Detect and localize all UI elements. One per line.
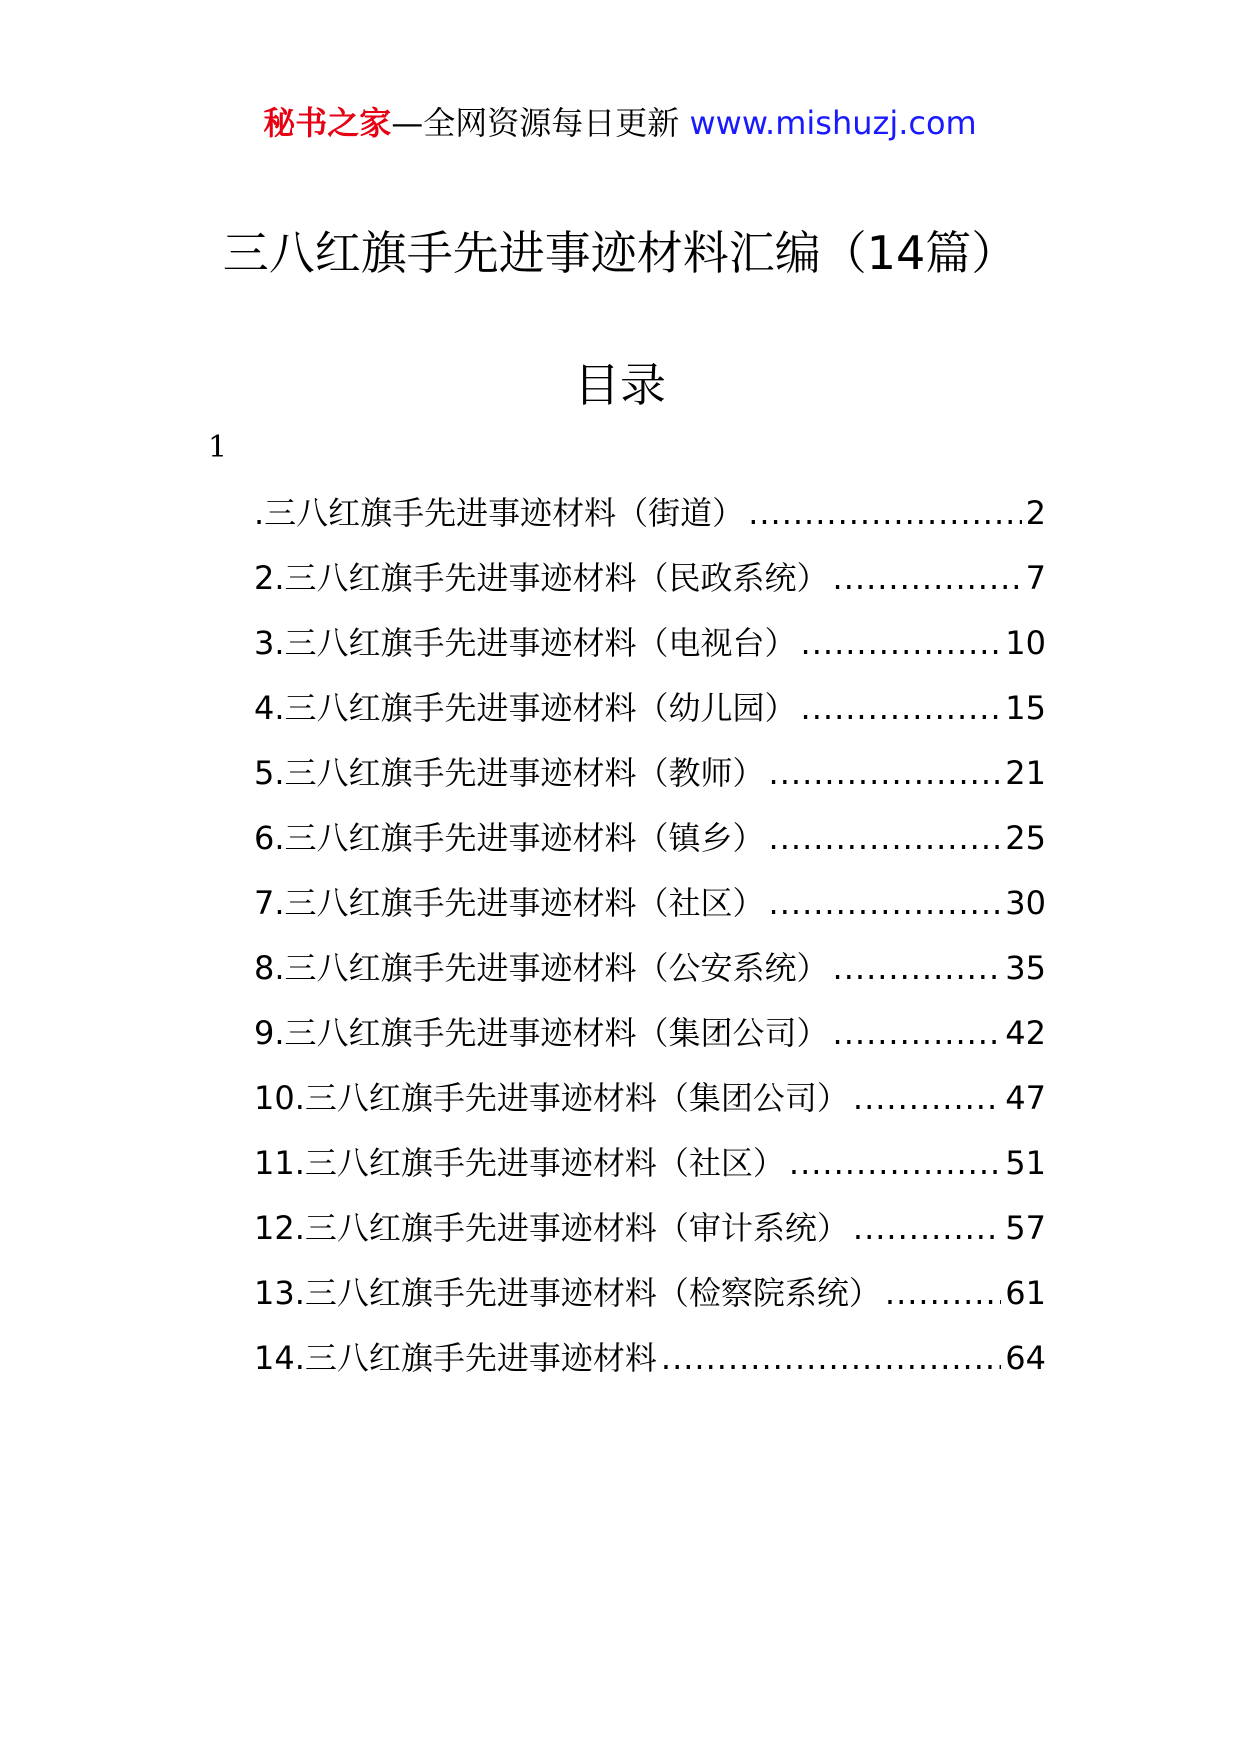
toc-entry-page: 61 [1005,1274,1046,1312]
page-marker: 1 [208,430,228,465]
dot-leader [833,1010,1002,1056]
toc-entry-3[interactable] [254,620,1046,685]
toc-entry-label: 11.三八红旗手先进事迹材料（社区） [254,1144,785,1182]
toc-entry-label: 4.三八红旗手先进事迹材料（幼儿园） [254,689,797,727]
dot-leader [833,945,1002,991]
toc-entry-page: 51 [1005,1144,1046,1182]
dot-leader [769,750,1002,796]
toc-entry-2[interactable] [254,555,1046,620]
toc-entry-label: 13.三八红旗手先进事迹材料（检察院系统） [254,1274,881,1312]
toc-entry-5[interactable] [254,750,1046,815]
toc-entry-10[interactable] [254,1075,1046,1140]
header-banner [0,100,1240,146]
table-of-contents [254,490,1046,1400]
toc-entry-page: 30 [1005,884,1046,922]
toc-entry-page: 25 [1005,819,1046,857]
dot-leader [853,1075,1001,1121]
toc-entry-label: 8.三八红旗手先进事迹材料（公安系统） [254,949,829,987]
toc-entry-6[interactable] [254,815,1046,880]
toc-entry-13[interactable] [254,1270,1046,1335]
toc-entry-7[interactable] [254,880,1046,945]
toc-entry-9[interactable] [254,1010,1046,1075]
toc-heading: 目录 [574,358,666,412]
toc-entry-page: 7 [1025,559,1046,597]
toc-entry-label: 12.三八红旗手先进事迹材料（审计系统） [254,1209,849,1247]
toc-entry-page: 15 [1005,689,1046,727]
toc-entry-11[interactable] [254,1140,1046,1205]
dot-leader [661,1335,1001,1381]
toc-entry-page: 64 [1005,1339,1046,1377]
toc-entry-label: 5.三八红旗手先进事迹材料（教师） [254,754,765,792]
dot-leader [769,880,1002,926]
toc-entry-label: 9.三八红旗手先进事迹材料（集团公司） [254,1014,829,1052]
dot-leader [801,620,1002,666]
toc-entry-page: 21 [1005,754,1046,792]
toc-entry-label: 7.三八红旗手先进事迹材料（社区） [254,884,765,922]
dot-leader [789,1140,1001,1186]
toc-entry-label: 3.三八红旗手先进事迹材料（电视台） [254,624,797,662]
toc-entry-page: 35 [1005,949,1046,987]
toc-entry-label: 14.三八红旗手先进事迹材料 [254,1339,657,1377]
toc-entry-label: 6.三八红旗手先进事迹材料（镇乡） [254,819,765,857]
toc-entry-12[interactable] [254,1205,1046,1270]
toc-entry-label: .三八红旗手先进事迹材料（街道） [254,494,745,532]
dot-leader [801,685,1002,731]
toc-entry-page: 57 [1005,1209,1046,1247]
toc-entry-14[interactable] [254,1335,1046,1400]
dot-leader [885,1270,1001,1316]
banner-url-link[interactable]: www.mishuzj.com [689,104,977,142]
toc-entry-8[interactable] [254,945,1046,1010]
dot-leader [833,555,1022,601]
toc-entry-page: 10 [1005,624,1046,662]
toc-entry-1[interactable] [254,490,1046,555]
toc-entry-page: 42 [1005,1014,1046,1052]
toc-entry-4[interactable] [254,685,1046,750]
banner-tagline: —全网资源每日更新 [391,104,690,142]
dot-leader [769,815,1002,861]
toc-entry-label: 2.三八红旗手先进事迹材料（民政系统） [254,559,829,597]
toc-entry-label: 10.三八红旗手先进事迹材料（集团公司） [254,1079,849,1117]
document-title: 三八红旗手先进事迹材料汇编（14篇） [222,226,1018,280]
toc-entry-page: 2 [1025,494,1046,532]
dot-leader [748,490,1021,536]
dot-leader [853,1205,1001,1251]
brand-name: 秘书之家 [263,104,392,142]
toc-entry-page: 47 [1005,1079,1046,1117]
